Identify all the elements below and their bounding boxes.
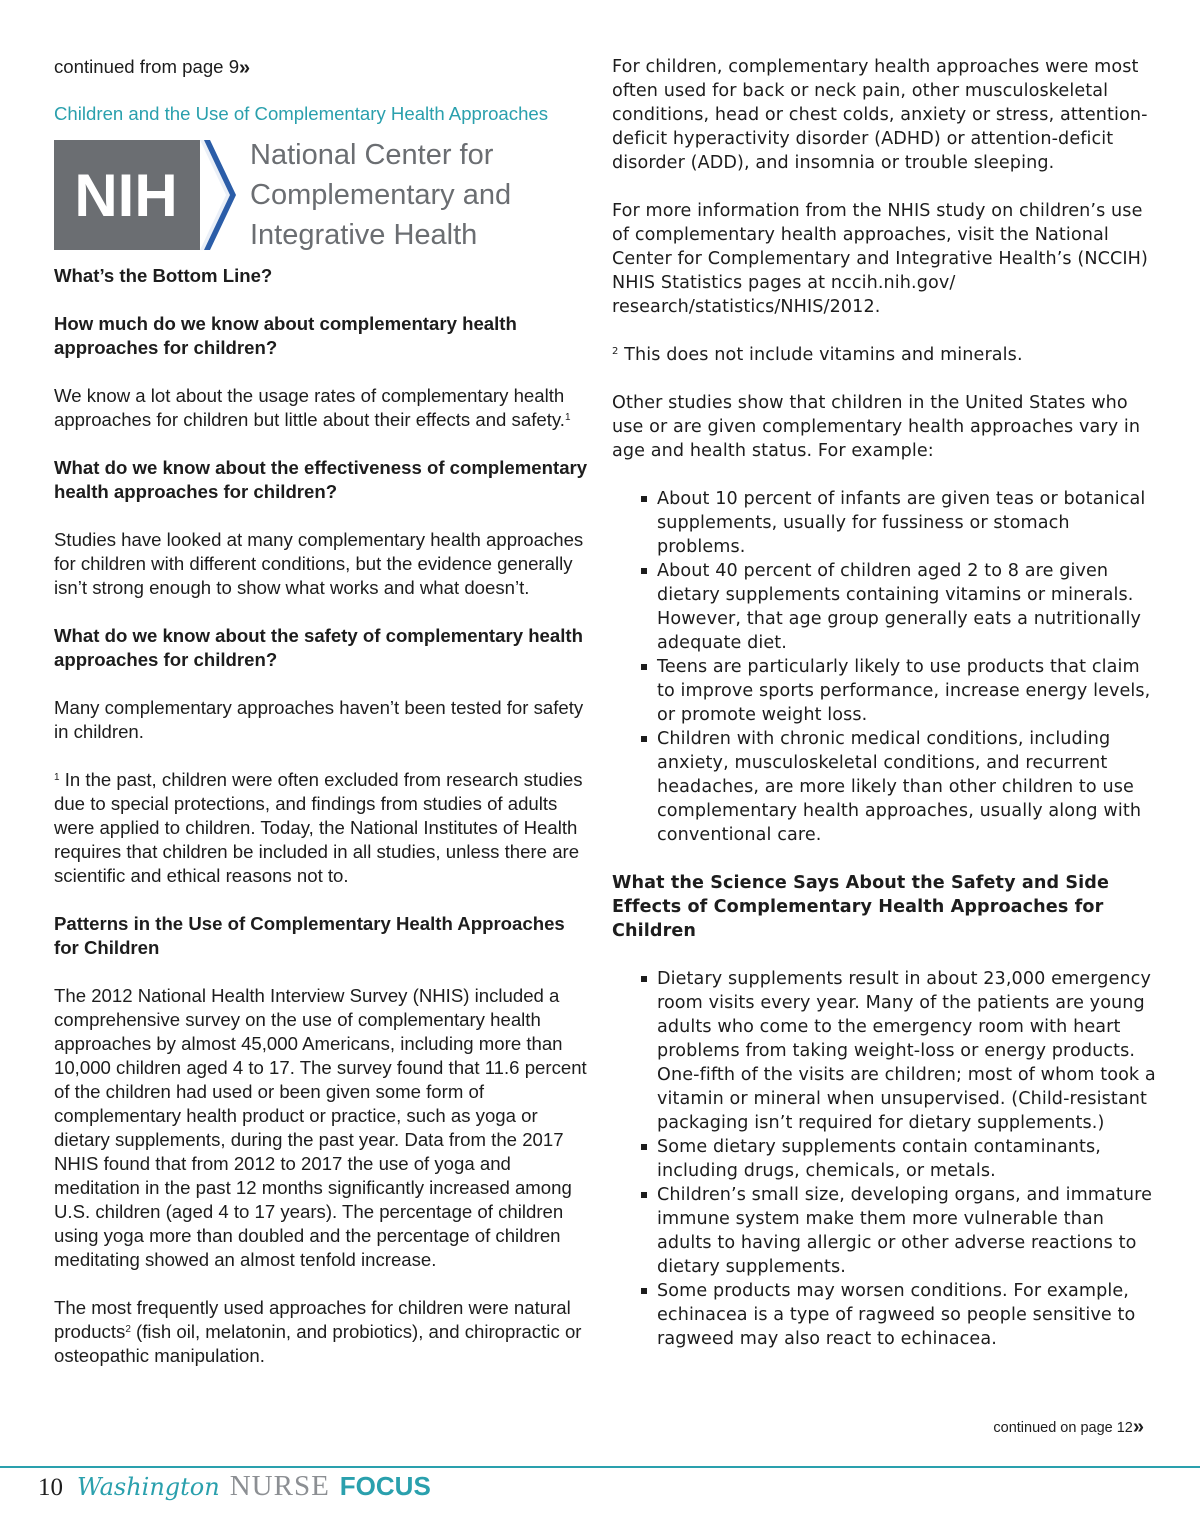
paragraph-safety: Many complementary approaches haven’t been tested for safety in children. [54, 697, 584, 742]
continued-from-note: continued from page 9» [54, 56, 251, 79]
paragraph-other-studies: Other studies show that children in the United States who use or are given complementary health approaches vary in age and health status. For example: [612, 393, 1141, 461]
continued-on-note: continued on page 12» [993, 1416, 1144, 1438]
footer-divider [0, 1466, 1200, 1468]
list-item: Children’s small size, developing organs, and immature immune system make them more vulnerable than adults to having allergic or other adverse reactions to dietary supplements. [657, 1183, 1162, 1279]
footnote-ref-1: 1 [564, 412, 571, 423]
magazine-title-focus: FOCUS [339, 1471, 431, 1501]
heading-bottom-line: What’s the Bottom Line? [54, 265, 273, 286]
bullet-list-usage [612, 487, 1162, 847]
logo-line-1: National Center for [250, 139, 494, 171]
list-item: About 40 percent of children aged 2 to 8 are given dietary supplements containing vitamins or minerals. However, that age group generally eats a nutritionally adequate diet. [657, 559, 1162, 655]
list-item: Children with chronic medical conditions, including anxiety, musculoskeletal conditions, and recurrent headaches, are more likely than other children to use complementary health approaches, usually along with conventional care. [657, 727, 1162, 847]
logo-line-2: Complementary and [250, 179, 512, 211]
magazine-title-nurse: NURSE [229, 1470, 330, 1502]
list-item: Some products may worsen conditions. For example, echinacea is a type of ragweed so people sensitive to ragweed may also react to echinacea. [657, 1279, 1162, 1351]
right-column [612, 55, 1162, 1351]
heading-patterns: Patterns in the Use of Complementary Health Approaches for Children [54, 913, 565, 958]
list-item: Teens are particularly likely to use products that claim to improve sports performance, increase energy levels, or promote weight loss. [657, 655, 1162, 727]
logo-line-3: Integrative Health [250, 219, 478, 251]
paragraph-nhis: The 2012 National Health Interview Survey (NHIS) included a comprehensive survey on the use of complementary health approaches by almost 45,000 Americans, including more than 10,000 children aged 4 to 17. The survey found that 11.6 percent of the children had used or been given some form of complementary health product or practice, such as yoga or dietary supplements, during the past year. Data from the 2017 NHIS found that from 2012 to 2017 the use of yoga and meditation in the past 12 months significantly increased among U.S. children (aged 4 to 17 years). The percentage of children using yoga more than doubled and the percentage of children meditating showed an almost tenfold increase. [54, 985, 587, 1270]
nih-logo-mark: NIH [74, 162, 178, 229]
heading-science: What the Science Says About the Safety and Side Effects of Complementary Health Approaches for Children [612, 873, 1110, 941]
double-arrow-icon: » [239, 57, 251, 79]
heading-safety: What do we know about the safety of complementary health approaches for children? [54, 625, 583, 670]
heading-effectiveness: What do we know about the effectiveness of complementary health approaches for children? [54, 457, 588, 502]
left-column [54, 55, 594, 1368]
paragraph-most-used: The most frequently used approaches for children were natural products$^2$ (fish oil, melatonin, and probiotics), and chiropractic or osteopathic manipulation. [54, 1297, 582, 1366]
list-item: About 10 percent of infants are given teas or botanical supplements, usually for fussiness or stomach problems. [657, 487, 1162, 559]
double-arrow-icon: » [1132, 1416, 1144, 1438]
section-title: Children and the Use of Complementary Health Approaches [54, 103, 549, 124]
paragraph-usage: We know a lot about the usage rates of complementary health approaches for children but little about their effects and safety.$^1$ [54, 385, 571, 430]
footnote-mark-1: 1 [54, 772, 60, 783]
page-number: 10 [38, 1474, 63, 1501]
paragraph-more-info: For more information from the NHIS study on children’s use of complementary health approaches, visit the National Center for Complementary and Integrative Health’s (NCCIH) NHIS Statistics pages at nccih.nih.gov/ research/statistics/NHIS/2012. [612, 201, 1148, 317]
nccih-logo [54, 138, 594, 252]
heading-how-much: How much do we know about complementary health approaches for children? [54, 313, 517, 358]
paragraph-effectiveness: Studies have looked at many complementary health approaches for children with different conditions, but the evidence generally isn’t strong enough to show what works and what doesn’t. [54, 529, 584, 598]
bullet-list-safety [612, 967, 1162, 1351]
footnote-2: $^2$ This does not include vitamins and minerals. [612, 345, 1023, 365]
nccih-logo-text [250, 135, 511, 255]
magazine-title-script: Washington [77, 1473, 220, 1501]
list-item: Some dietary supplements contain contaminants, including drugs, chemicals, or metals. [657, 1135, 1162, 1183]
nih-logo-icon [54, 138, 236, 252]
paragraph-for-children: For children, complementary health approaches were most often used for back or neck pain, other musculoskeletal conditions, head or chest colds, anxiety or stress, attention-deficit hyperactivity disorder (ADHD) or attention-deficit disorder (ADD), and insomnia or trouble sleeping. [612, 57, 1148, 173]
footnote-ref-2: 2 [125, 1324, 131, 1335]
page-footer [38, 1470, 431, 1510]
list-item: Dietary supplements result in about 23,000 emergency room visits every year. Many of the patients are young adults who come to the emergency room with heart problems from taking weight-loss or energy products. One-fifth of the visits are children; most of whom took a vitamin or mineral when unsupervised. (Child-resistant packaging isn’t required for dietary supplements.) [657, 967, 1162, 1135]
footnote-1: $^1$ In the past, children were often excluded from research studies due to special protections, and findings from studies of adults were applied to children. Today, the National Institutes of Health requires that children be included in all studies, unless there are scientific and ethical reasons not to. [54, 769, 583, 886]
footnote-mark-2: 2 [612, 346, 619, 357]
